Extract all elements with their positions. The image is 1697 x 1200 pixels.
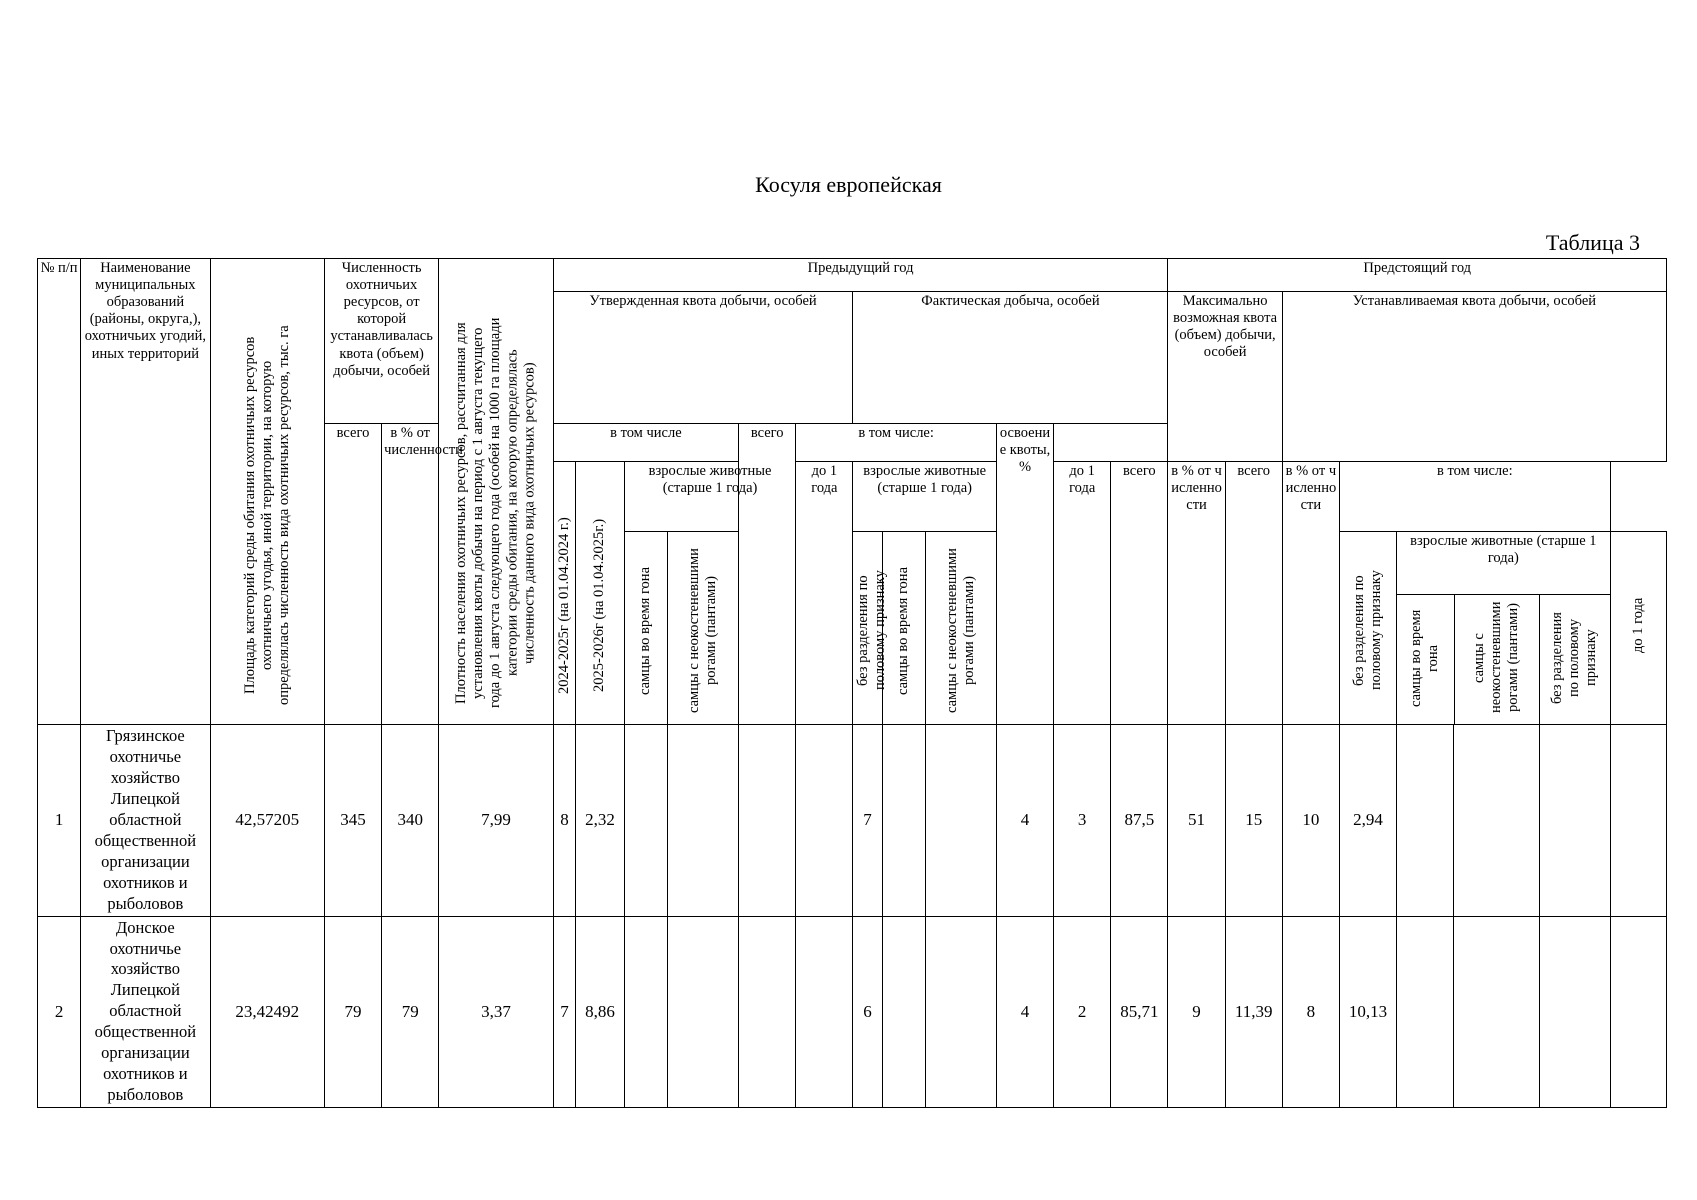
- header-sq-nosex: без разделения по половому признаку: [1539, 594, 1610, 724]
- cell-ah-under1: 2: [1054, 916, 1111, 1108]
- header-sq-pct: в % от численности: [1282, 462, 1339, 725]
- cell-aq-antlers: [667, 916, 738, 1108]
- header-max-quota: Максимально возможная квота (объем) добычи, особей: [1168, 292, 1282, 462]
- header-aq-rut: самцы во время гона: [624, 532, 667, 725]
- cell-sq-total: 10: [1282, 725, 1339, 917]
- header-pop-2024: 2024-2025г (на 01.04.2024 г.): [553, 462, 576, 725]
- cell-aq-pct: 2,32: [576, 725, 625, 917]
- cell-density: 7,99: [439, 725, 553, 917]
- header-max-pct: в % от численности: [1168, 462, 1225, 725]
- cell-area: 42,57205: [210, 725, 324, 917]
- cell-sq-nosex: [1539, 916, 1610, 1108]
- header-aq-incl: в том числе: [553, 424, 739, 462]
- header-ah-nosex: без разделения по половому признаку: [1339, 532, 1396, 725]
- header-aq-nosex: без разделения по половому признаку: [853, 532, 882, 725]
- cell-sq-antlers: [1454, 916, 1539, 1108]
- header-sq-incl: в том числе:: [1339, 462, 1610, 532]
- cell-name: Грязинское охотничье хозяйство Липецкой областной общественной организации охотников и рыболовов: [81, 725, 210, 917]
- header-aq-adults: взрослые животные (старше 1 года): [624, 462, 796, 532]
- cell-pop-2024: 79: [324, 916, 381, 1108]
- header-population: Численность охотничьих ресурсов, от которой устанавливалась квота (объем) добычи, особей: [324, 259, 438, 424]
- quota-table: [37, 258, 1667, 1108]
- cell-mastery: 87,5: [1111, 725, 1168, 917]
- cell-ah-under1: 3: [1054, 725, 1111, 917]
- cell-mastery: 85,71: [1111, 916, 1168, 1108]
- cell-aq-under1: [796, 725, 853, 917]
- header-num: № п/п: [38, 259, 81, 725]
- header-ah-incl: в том числе:: [796, 424, 997, 462]
- header-mastery: освоение квоты, %: [996, 424, 1053, 725]
- cell-max-total: 9: [1168, 916, 1225, 1108]
- cell-sq-rut: [1397, 916, 1454, 1108]
- header-ah-antlers: самцы с неокостеневшими рогами (пантами): [925, 532, 996, 725]
- cell-max-total: 51: [1168, 725, 1225, 917]
- cell-pop-2025: 79: [382, 916, 439, 1108]
- header-sq-subgroup: [1397, 532, 1667, 725]
- cell-max-pct: 11,39: [1225, 916, 1282, 1108]
- header-max-total: всего: [1111, 462, 1168, 725]
- cell-aq-rut: [624, 725, 667, 917]
- cell-aq-under1: [796, 916, 853, 1108]
- header-sq-antlers: самцы с неокостеневшими рогами (пантами): [1454, 594, 1539, 724]
- cell-density: 3,37: [439, 916, 553, 1108]
- header-aq-under1: до 1 года: [796, 462, 853, 725]
- header-ah-total: всего: [739, 424, 796, 725]
- cell-sq-pct: 2,94: [1339, 725, 1396, 917]
- cell-num: 2: [38, 916, 81, 1108]
- header-sq-adults: взрослые животные (старше 1 года): [1397, 532, 1610, 594]
- cell-name: Донское охотничье хозяйство Липецкой областной общественной организации охотников и рыболовов: [81, 916, 210, 1108]
- header-name: Наименование муниципальных образований (районы, округа,), охотничьих угодий, иных территорий: [81, 259, 210, 725]
- cell-aq-total: 7: [553, 916, 576, 1108]
- header-aq-total: всего: [324, 424, 381, 725]
- cell-ah-total: 7: [853, 725, 882, 917]
- header-row-1: [38, 259, 1667, 292]
- header-sq-subtable: [1397, 532, 1666, 724]
- cell-max-pct: 15: [1225, 725, 1282, 917]
- header-sq-total: всего: [1225, 462, 1282, 725]
- cell-pop-2024: 345: [324, 725, 381, 917]
- cell-sq-total: 8: [1282, 916, 1339, 1108]
- cell-sq-pct: 10,13: [1339, 916, 1396, 1108]
- cell-pop-2025: 340: [382, 725, 439, 917]
- cell-aq-rut: [624, 916, 667, 1108]
- cell-ah-nosex: 4: [996, 725, 1053, 917]
- cell-sq-under1: [1610, 916, 1666, 1108]
- cell-aq-nosex: [739, 916, 796, 1108]
- header-density: Плотность населения охотничьих ресурсов, рассчитанная для установления квоты добычи на период с 1 августа текущего года до 1 августа следующего года (особей на 1000 га площади категории среды обитания, на которую определялась численность данного вида охотничьих ресурсов): [439, 259, 553, 725]
- header-ah-adults: взрослые животные (старше 1 года): [853, 462, 996, 532]
- cell-aq-antlers: [667, 725, 738, 917]
- header-prev-year: Предыдущий год: [553, 259, 1168, 292]
- cell-ah-nosex: 4: [996, 916, 1053, 1108]
- header-aq-antlers: самцы с неокостеневшими рогами (пантами): [667, 532, 738, 725]
- cell-sq-rut: [1397, 725, 1454, 917]
- document-title: Косуля европейская: [755, 172, 942, 197]
- cell-sq-under1: [1610, 725, 1666, 917]
- cell-ah-antlers: [925, 725, 996, 917]
- cell-ah-rut: [882, 725, 925, 917]
- cell-aq-pct: 8,86: [576, 916, 625, 1108]
- header-approved-quota: Утвержденная квота добычи, особей: [553, 292, 853, 424]
- header-ah-rut: самцы во время гона: [882, 532, 925, 725]
- header-actual-harvest: Фактическая добыча, особей: [853, 292, 1168, 424]
- table-number: Таблица 3: [1545, 230, 1640, 255]
- cell-sq-antlers: [1454, 725, 1539, 917]
- header-next-year: Предстоящий год: [1168, 259, 1667, 292]
- table-row: [38, 916, 1667, 1108]
- header-sq-rut: самцы во время гона: [1397, 594, 1454, 724]
- cell-ah-total: 6: [853, 916, 882, 1108]
- header-sq-under1: до 1 года: [1629, 597, 1646, 654]
- header-aq-pct: в % от численности: [382, 424, 439, 725]
- cell-aq-nosex: [739, 725, 796, 917]
- cell-aq-total: 8: [553, 725, 576, 917]
- header-ah-under1: до 1 года: [1054, 462, 1111, 725]
- header-set-quota: Устанавливаемая квота добычи, особей: [1282, 292, 1666, 462]
- header-area: Площадь категорий среды обитания охотничьих ресурсов охотничьего угодья, иной территории, на которую определялась численность вида охотничьих ресурсов, тыс. га: [210, 259, 324, 725]
- header-pop-2025: 2025-2026г (на 01.04.2025г.): [576, 462, 625, 725]
- cell-area: 23,42492: [210, 916, 324, 1108]
- cell-sq-nosex: [1539, 725, 1610, 917]
- cell-ah-rut: [882, 916, 925, 1108]
- table-row: [38, 725, 1667, 917]
- cell-num: 1: [38, 725, 81, 917]
- cell-ah-antlers: [925, 916, 996, 1108]
